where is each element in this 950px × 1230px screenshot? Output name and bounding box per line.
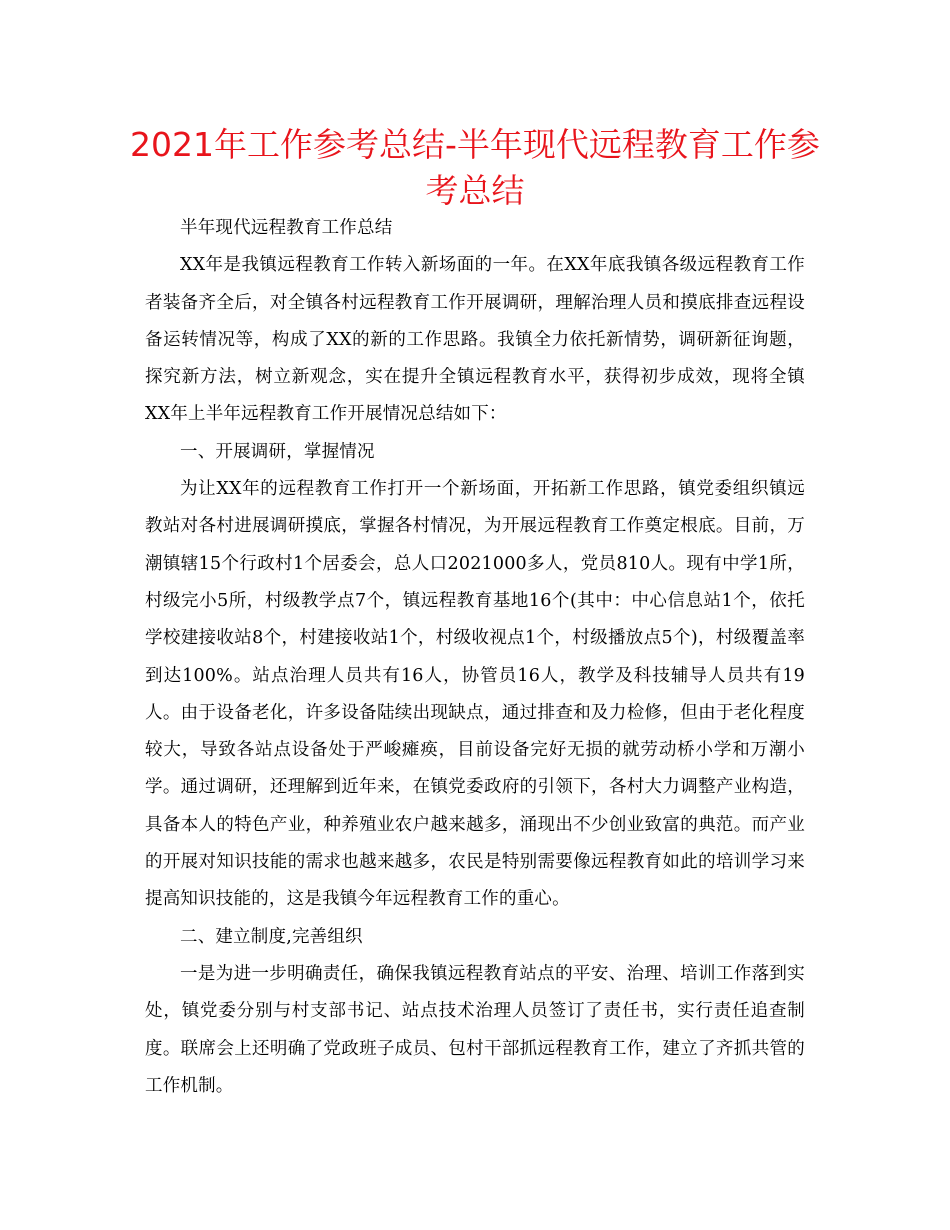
document-body [145,210,805,1105]
section-heading-1: 一、开展调研，掌握情况 [180,441,375,462]
document-title: 2021年工作参考总结-半年现代远程教育工作参考总结 [130,125,820,210]
subtitle-paragraph: 半年现代远程教育工作总结 [180,218,393,238]
section-1-paragraph: 为让XX年的远程教育工作打开一个新场面，开拓新工作思路，镇党委组织镇远教站对各村进展调研摸底，掌握各村情况，为开展远程教育工作奠定根底。目前，万潮镇辖15个行政村1个居委会，总人口2021000多人，党员810人。现有中学1所，村级完小5所，村级教学点7个，镇远程教育基地16个(其中：中心信息站1个，依托学校建接收站8个，村建接收站1个，村级收视点1个，村级播放点5个)，村级覆盖率到达100%。站点治理人员共有16人，协管员16人，教学及科技辅导人员共有19人。由于设备老化，许多设备陆续出现缺点，通过排查和及力检修，但由于老化程度较大，导致各站点设备处于严峻瘫痪，目前设备完好无损的就劳动桥小学和万潮小学。通过调研，还理解到近年来，在镇党委政府的引领下，各村大力调整产业构造，具备本人的特色产业，种养殖业农户越来越多，涌现出不少创业致富的典范。而产业的开展对知识技能的需求也越来越多，农民是特别需要像远程教育如此的培训学习来提高知识技能的，这是我镇今年远程教育工作的重心。 [145,479,805,910]
section-heading-2: 二、建立制度,完善组织 [180,926,363,947]
section-2-paragraph: 一是为进一步明确责任，确保我镇远程教育站点的平安、治理、培训工作落到实处，镇党委分别与村支部书记、站点技术治理人员签订了责任书，实行责任追查制度。联席会上还明确了党政班子成员、包村干部抓远程教育工作，建立了齐抓共管的工作机制。 [145,963,805,1096]
intro-paragraph: XX年是我镇远程教育工作转入新场面的一年。在XX年底我镇各级远程教育工作者装备齐全后，对全镇各村远程教育工作开展调研，理解治理人员和摸底排查远程设备运转情况等，构成了XX的新的工作思路。我镇全力依托新情势，调研新征询题，探究新方法，树立新观念，实在提升全镇远程教育水平，获得初步成效，现将全镇XX年上半年远程教育工作开展情况总结如下： [145,255,805,425]
